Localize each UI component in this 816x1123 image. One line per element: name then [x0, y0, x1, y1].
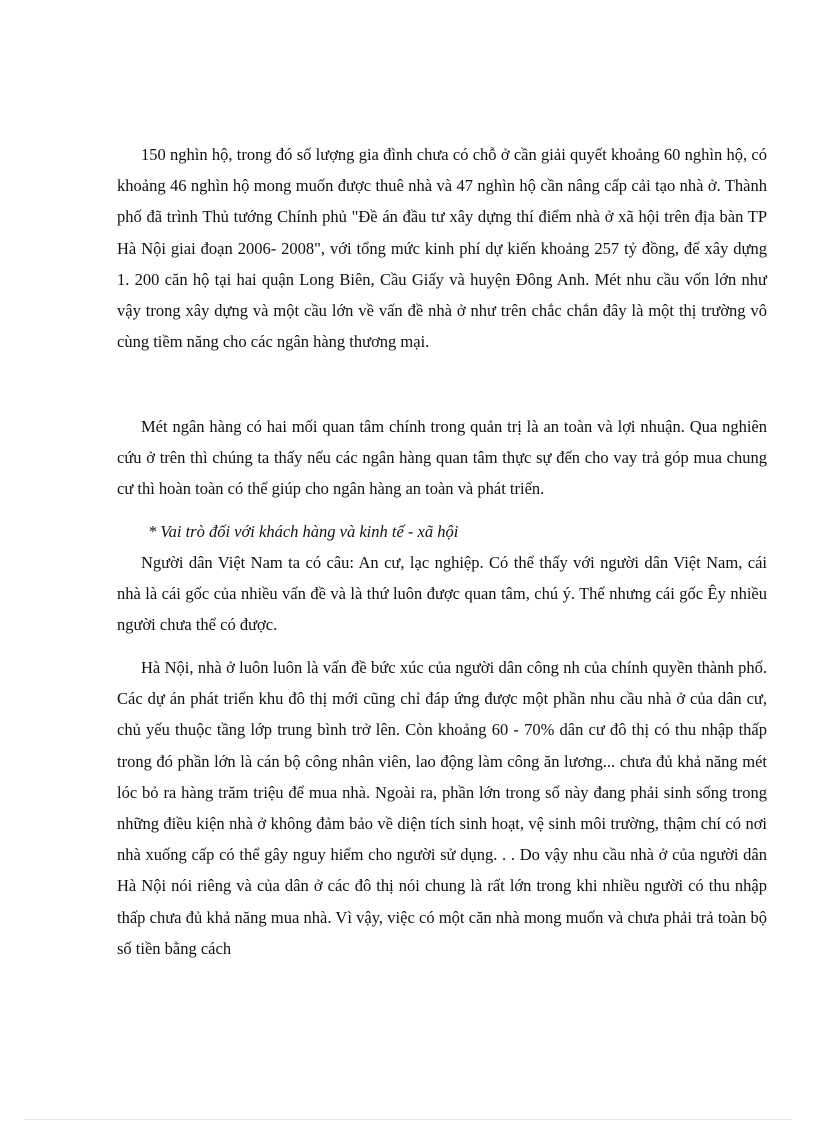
- section-heading: * Vai trò đối với khách hàng và kinh tế - xã hội: [148, 522, 459, 541]
- paragraph-bank-concerns: [117, 411, 767, 505]
- page-bottom-divider: [24, 1119, 792, 1120]
- section-heading-block: [117, 516, 767, 547]
- paragraph-hanoi-housing: [117, 652, 767, 964]
- paragraph-housing-demand: [117, 139, 767, 357]
- paragraph-text: Mét ngân hàng có hai mối quan tâm chính trong quản trị là an toàn và lợi nhuận. Qua nghiên cứu ở trên thì chúng ta thấy nếu các ngân hàng quan tâm thực sự đến cho vay trả góp mua chung cư thì hoàn toàn có thể giúp cho ngân hàng an toàn và phát triển.: [117, 417, 767, 499]
- paragraph-text: 150 nghìn hộ, trong đó số lượng gia đình chưa có chỗ ở cần giải quyết khoảng 60 nghìn hộ, có khoảng 46 nghìn hộ mong muốn được thuê nhà và 47 nghìn hộ cần nâng cấp cải tạo nhà ở. Thành phố đã trình Thủ tướng Chính phủ "Đề án đầu tư xây dựng thí điểm nhà ở xã hội trên địa bàn TP Hà Nội giai đoạn 2006- 2008", với tổng mức kinh phí dự kiến khoảng 257 tỷ đồng, để xây dựng 1. 200 căn hộ tại hai quận Long Biên, Cầu Giấy và huyện Đông Anh. Mét nhu cầu vốn lớn như vậy trong xây dựng và một cầu lớn về vấn đề nhà ở như trên chắc chắn đây là một thị trường vô cùng tiềm năng cho các ngân hàng thương mại.: [117, 145, 767, 352]
- paragraph-text: Người dân Việt Nam ta có câu: An cư, lạc nghiệp. Có thể thấy với người dân Việt Nam, cái nhà là cái gốc của nhiều vấn đề và là thứ luôn được quan tâm, chú ý. Thế nhưng cái gốc Êy nhiều người chưa thể có được.: [117, 553, 767, 635]
- paragraph-text: Hà Nội, nhà ở luôn luôn là vấn đề bức xúc của người dân công nh của chính quyền thành phố. Các dự án phát triển khu đô thị mới cũng chỉ đáp ứng được một phần nhu cầu nhà ở của dân cư, chủ yếu thuộc tầng lớp trung bình trở lên. Còn khoảng 60 - 70% dân cư đô thị có thu nhập thấp trong đó phần lớn là cán bộ công nhân viên, lao động làm công ăn lương... chưa đủ khả năng mét lóc bỏ ra hàng trăm triệu để mua nhà. Ngoài ra, phần lớn trong số này đang phải sinh sống trong những điều kiện nhà ở không đảm bảo về diện tích sinh hoạt, vệ sinh môi trường, thậm chí có nơi nhà xuống cấp có thể gây nguy hiểm cho người sử dụng. . . Do vậy nhu cầu nhà ở của người dân Hà Nội nói riêng và của dân ở các đô thị nói chung là rất lớn trong khi nhiều người có thu nhập thấp chưa đủ khả năng mua nhà. Vì vậy, việc có một căn nhà mong muốn và chưa phải trả toàn bộ số tiền bằng cách: [117, 658, 767, 958]
- paragraph-an-cu-lac-nghiep: [117, 547, 767, 641]
